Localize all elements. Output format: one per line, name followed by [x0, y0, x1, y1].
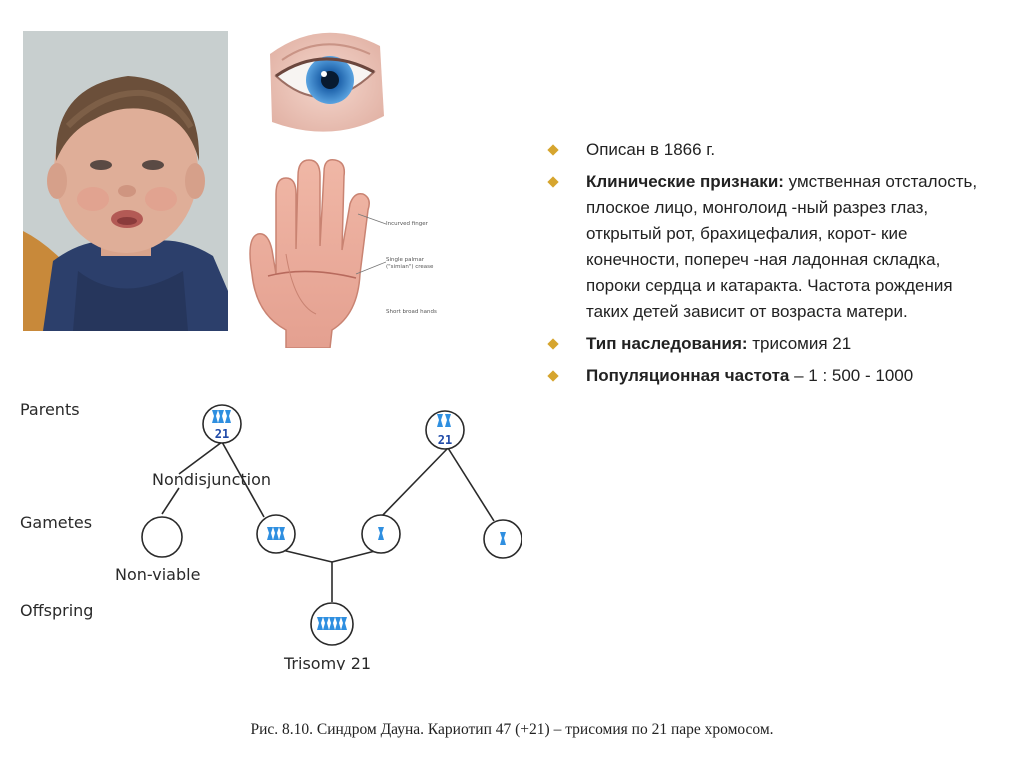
bullet-text: Описан в 1866 г.: [586, 140, 716, 159]
child-photo-image: [23, 31, 228, 331]
parent-left-chrom-label: 21: [214, 427, 230, 441]
chromosome-icons: [212, 410, 506, 630]
diamond-bullet-icon: [547, 338, 558, 349]
trisomy-label: Trisomy 21: [284, 654, 372, 670]
nondisjunction-label: Nondisjunction: [152, 470, 272, 489]
bullet-text: умственная отсталость, плоское лицо, монголоид -ный разрез глаз, открытый рот, брахицефалия, корот- кие конечности, попереч -ная ладонная складка, пороки сердца и катаракта. Частота рождения таких детей зависит от возраста матери.: [586, 172, 978, 321]
eye-image: [262, 24, 386, 142]
bullet-text: – 1 : 500 - 1000: [789, 366, 914, 385]
bullet-described: [545, 137, 985, 163]
pedigree-svg: [14, 374, 522, 670]
incurved-finger-label: Incurved finger: [386, 221, 428, 227]
eye-illustration: [262, 24, 386, 142]
gamete-circle-nonviable: [142, 517, 182, 557]
parents-label: Parents: [20, 400, 80, 419]
info-list: [545, 137, 985, 395]
hand-illustration: [246, 154, 456, 348]
gametes-label: Gametes: [20, 513, 93, 532]
nonviable-label: Non-viable: [115, 565, 201, 584]
bullet-heading: Клинические признаки:: [586, 172, 784, 191]
pedigree-diagram: [14, 374, 522, 670]
diamond-bullet-icon: [547, 370, 558, 381]
palmar-crease-label-line1: Single palmar: [386, 257, 425, 263]
bullet-heading: Тип наследования:: [586, 334, 748, 353]
bullet-text: трисомия 21: [747, 334, 852, 353]
diamond-bullet-icon: [547, 144, 558, 155]
bullet-clinical-signs: [545, 169, 985, 325]
child-photo: [23, 31, 228, 331]
short-hands-label: Short broad hands: [386, 309, 437, 315]
palmar-crease-label-line2: ("simian") crease: [386, 264, 434, 270]
hand-image: [246, 154, 386, 348]
parent-right-chrom-label: 21: [437, 433, 453, 447]
offspring-label: Offspring: [20, 601, 94, 620]
figure-caption: Рис. 8.10. Синдром Дауна. Кариотип 47 (+21) – трисомия по 21 паре хромосом.: [250, 721, 774, 738]
bullet-population-frequency: [545, 363, 985, 389]
bullet-heading: Популяционная частота: [586, 366, 790, 385]
diamond-bullet-icon: [547, 176, 558, 187]
bullet-inheritance: [545, 331, 985, 357]
pedigree-lines: [162, 442, 494, 602]
